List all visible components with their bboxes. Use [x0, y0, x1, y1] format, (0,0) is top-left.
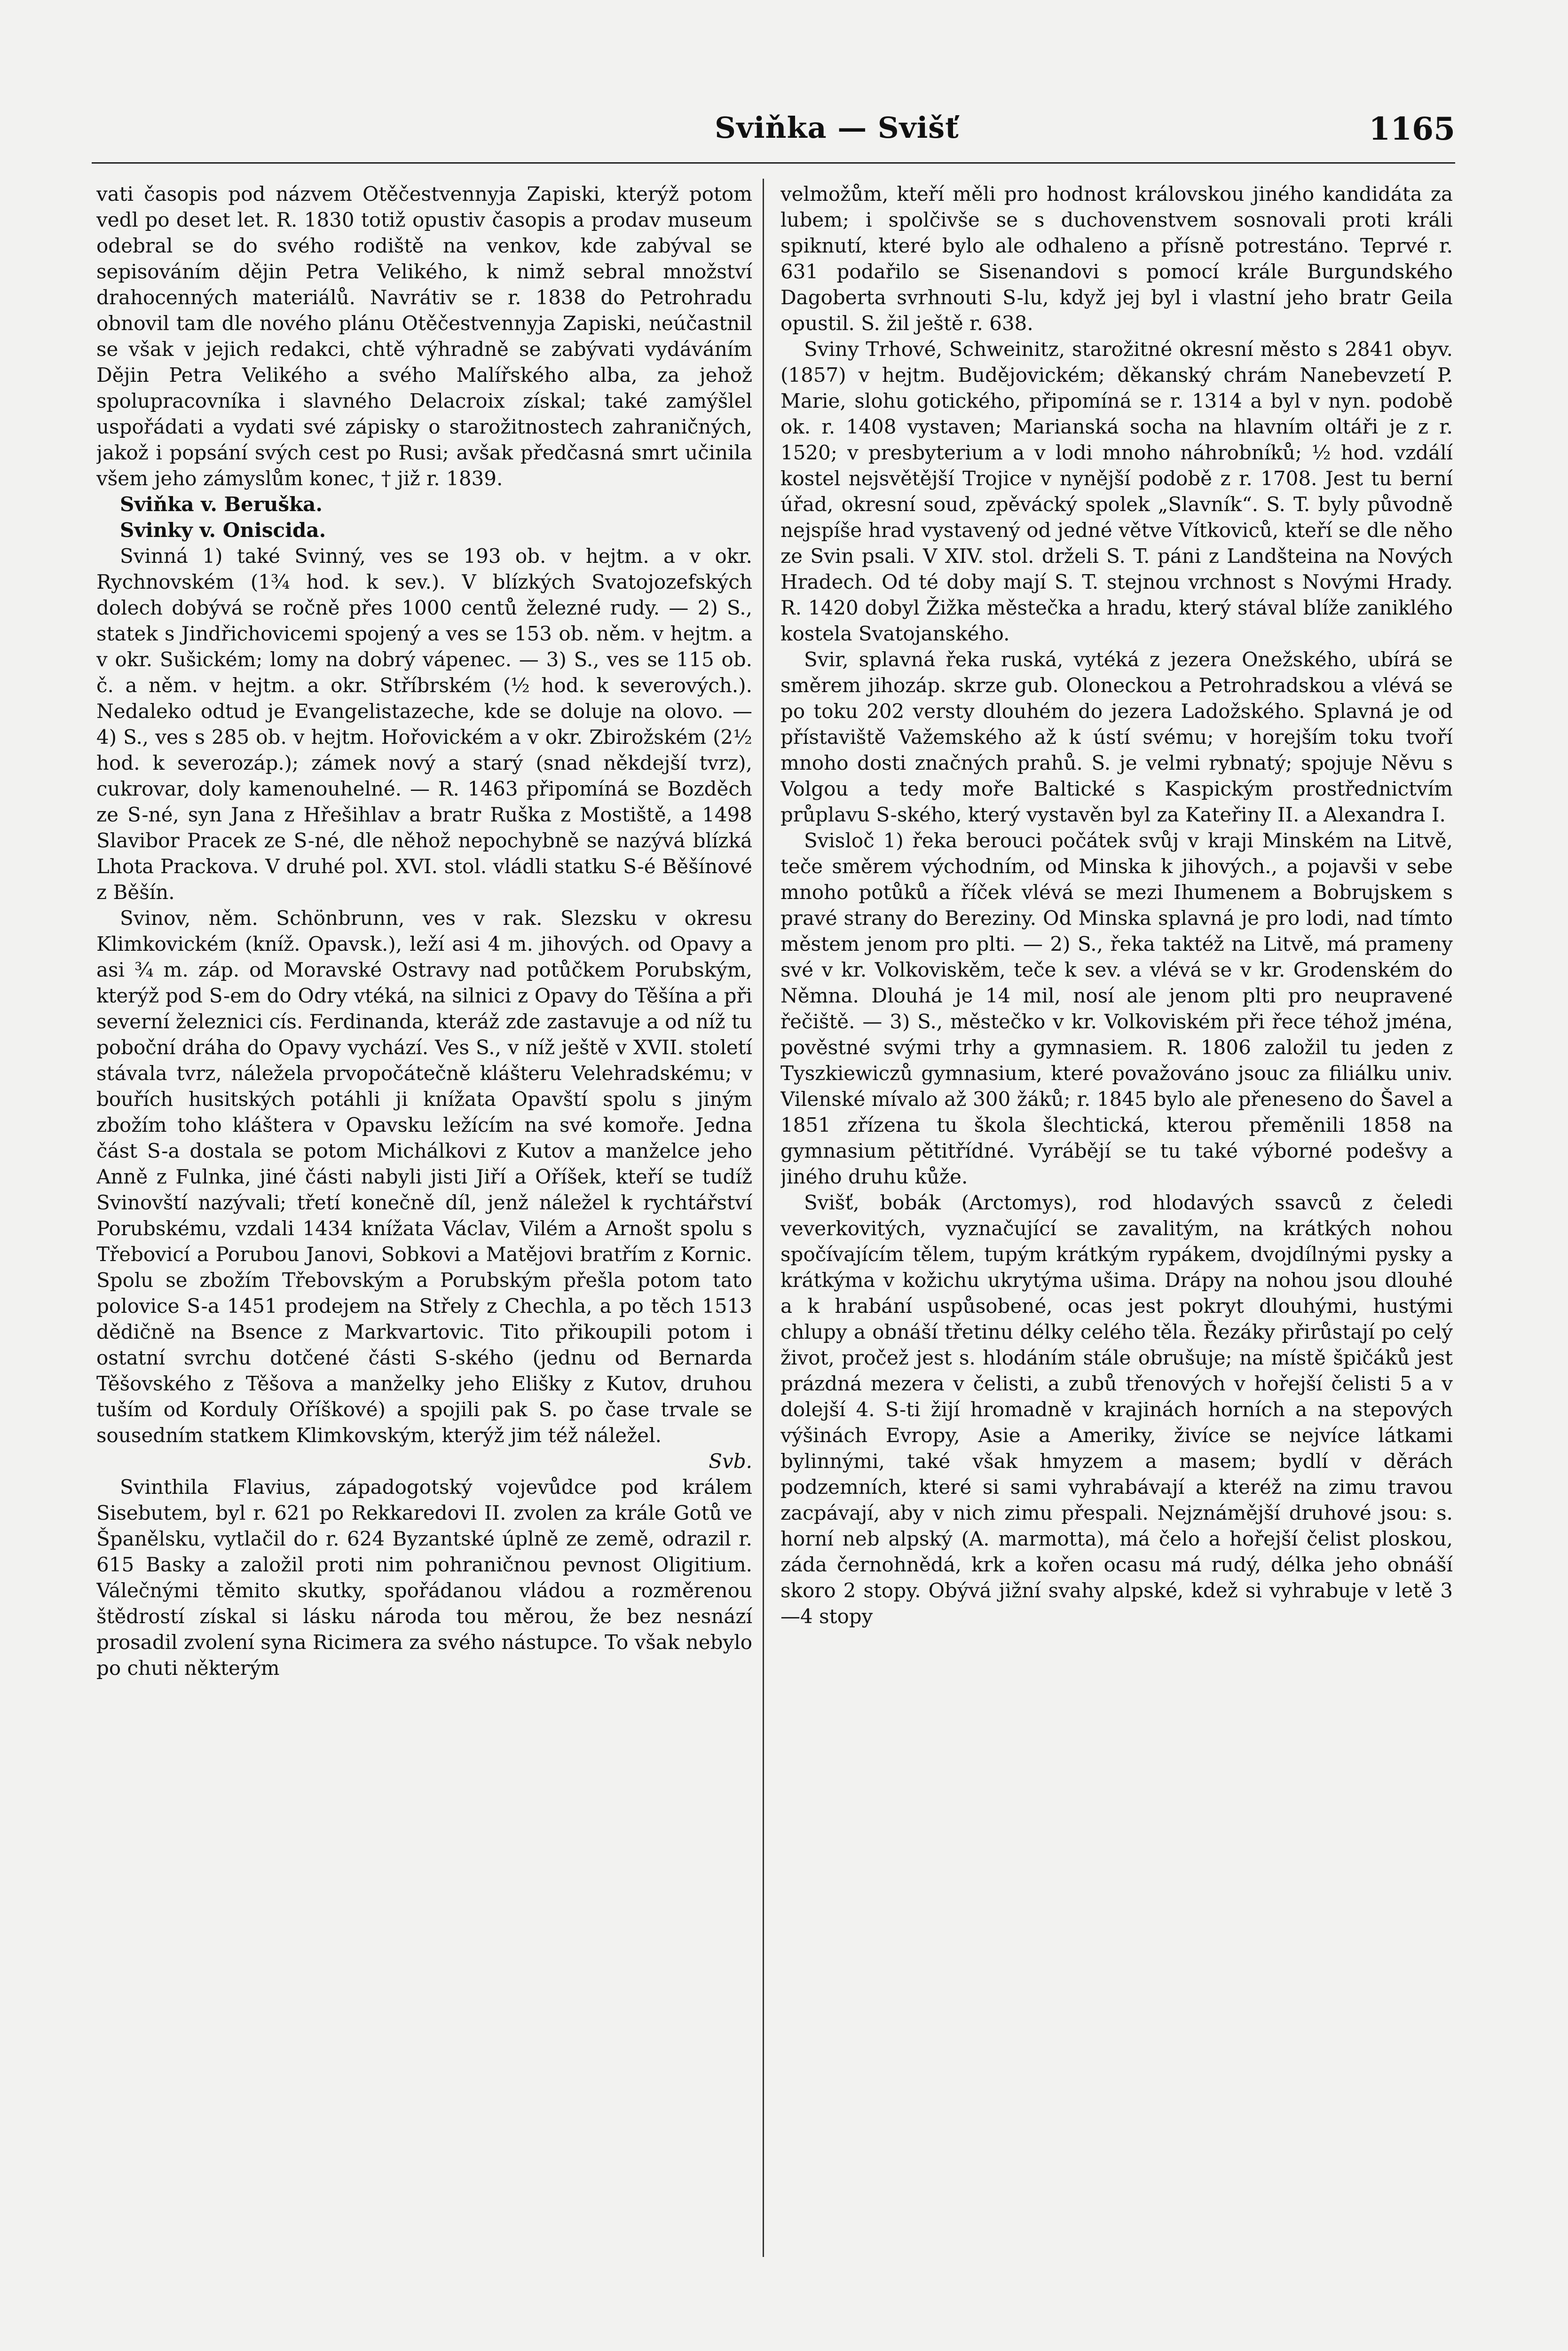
running-title: Sviňka — Svišť [715, 110, 959, 145]
page-number: 1165 [1369, 110, 1455, 147]
column-divider [763, 179, 764, 2257]
header-rule [92, 162, 1455, 164]
entry-svir: Svir, splavná řeka ruská, vytéká z jezera Onežského, ubírá se směrem jihozáp. skrze gub. Oloneckou a Petrohradskou a vlévá se po toku 202 versty dlouhém do jezera Ladožského. Splavná je od přístaviště Važemského až k ústí svému; v horejším toku tvoří mnoho dosti značných prahů. S. je velmi rybnatý; spojuje Něvu s Volgou a tedy moře Baltické s Kaspickým prostřednictvím průplavu S-ského, který vystavěn byl za Kateřiny II. a Alexandra I. [780, 648, 1453, 826]
entry-svinna: Svinná 1) také Svinný, ves se 193 ob. v hejtm. a v okr. Rychnovském (1¾ hod. k sev.). V blízkých Svatojozefských dolech dobývá se ročně přes 1000 centů železné rudy. — 2) S., statek s Jindřichovicemi spojený a ves se 153 ob. něm. v hejtm. a v okr. Sušickém; lomy na dobrý vápenec. — 3) S., ves se 115 ob. č. a něm. v hejtm. a okr. Stříbrském (½ hod. k severových.). Nedaleko odtud je Evangelistazeche, kde se doluje na olovo. — 4) S., ves s 285 ob. v hejtm. Hořovickém a v okr. Zbirožském (2½ hod. k severozáp.); zámek nový a starý (snad někdejší tvrz), cukrovar, doly kamenouhelné. — R. 1463 připomíná se Bozděch ze S-né, syn Jana z Hřešihlav a bratr Ruška z Mostiště, a 1498 Slavibor Pracek ze S-né, dle něhož nepochybně se nazývá blízká Lhota Prackova. V druhé pol. XVI. stol. vládli statku S-é Běšínové z Běšín. [96, 544, 752, 904]
entry-sviny-trhove: Sviny Trhové, Schweinitz, starožitné okresní město s 2841 obyv. (1857) v hejtm. Budějovickém; děkanský chrám Nanebevzetí P. Marie, slohu gotického, připomíná se r. 1314 a byl v nyn. podobě ok. r. 1408 vystaven; Marianská socha na hlavním oltáři je z r. 1520; v presbyterium a v lodi mnoho náhrobníků; ½ hod. vzdálí kostel nejsvětější Trojice v nynější podobě z r. 1708. Jest tu berní úřad, okresní soud, zpěvácký spolek „Slavník“. S. T. byly původně nejspíše hrad vystavený od jedné větve Vítkoviců, kteří se dle něho ze Svin psali. V XIV. stol. drželi S. T. páni z Landšteina na Nových Hradech. Od té doby mají S. T. stejnou vrchnost s Novými Hrady. R. 1420 dobyl Žižka městečka a hradu, který stával blíže zaniklého kostela Svatojanského. [780, 338, 1453, 645]
entry-svinthila: Svinthila Flavius, západogotský vojevůdce pod králem Sisebutem, byl r. 621 po Rekkaredovi II. zvolen za krále Gotů ve Španělsku, vytlačil do r. 624 Byzantské úplně ze země, odrazil r. 615 Basky a založil proti nim pohraničnou pevnost Oligitium. Válečnými těmito skutky, spořádanou vládou a rozměrenou štědrostí získal si lásku národa tou měrou, že bez nesnází prosadil zvolení syna Ricimera za svého nástupce. To však nebylo po chuti některým [96, 1475, 752, 1680]
entry-svisloc: Svisloč 1) řeka berouci počátek svůj v kraji Minském na Litvě, teče směrem východním, od Minska k jihových., a pojavši v sebe mnoho potůků a říček vlévá se mezi Ihumenem a Bobrujskem s pravé strany do Bereziny. Od Minska splavná je pro lodi, nad tímto městem jenom pro plti. — 2) S., řeka taktéž na Litvě, má prameny své v kr. Volkoviskěm, teče k sev. a vlévá se v kr. Grodenském do Němna. Dlouhá je 14 mil, nosí ale jenom plti pro neupravené řečiště. — 3) S., městečko v kr. Volkoviském při řece téhož jména, pověstné svými trhy a gymnasiem. R. 1806 založil tu jeden z Tyszkiewiczů gymnasium, které považováno jsouc za filiálku univ. Vilenské mívalo až 300 žáků; r. 1845 bylo ale přeneseno do Šavel a 1851 zřízena tu škola šlechtická, kterou přeměnili 1858 na gymnasium pětitřídné. Vyrábějí se tu také výborné podešvy a jiného druhu kůže. [780, 829, 1453, 1188]
entry-svinka: Sviňka v. Beruška. [120, 493, 323, 516]
right-column [780, 181, 1453, 2255]
paragraph: vati časopis pod názvem Otěčestvennyja Zapiski, kterýž potom vedl po deset let. R. 1830 totiž opustiv časopis a prodav museum odebral se do svého rodiště na venkov, kde zabýval se sepisováním dějin Petra Velikého, k nimž sebral množství drahocenných materiálů. Navrátiv se r. 1838 do Petrohradu obnovil tam dle nového plánu Otěčestvennyja Zapiski, neúčastnil se však v jejich redakci, chtě výhradně se zabývati vydáváním Dějin Petra Velikého a svého Malířského alba, za jehož spolupracovníka i slavného Delacroix získal; také zamýšlel uspořádati a vydati své zápisky o starožitnostech zahraničných, jakož i popsání svých cest po Rusi; avšak předčasná smrt učinila všem jeho zámyslům konec, † již r. 1839. [96, 182, 752, 490]
left-column [96, 181, 752, 2255]
paragraph: velmožům, kteří měli pro hodnost královskou jiného kandidáta za lubem; i spolčivše se s duchovenstvem sosnovali proti králi spiknutí, které bylo ale odhaleno a přísně potrestáno. Teprvé r. 631 podařilo se Sisenandovi s pomocí krále Burgundského Dagoberta svrhnouti S-lu, když jej byl i vlastní jeho bratr Geila opustil. S. žil ještě r. 638. [780, 182, 1453, 335]
entry-svinky: Svinky v. Oniscida. [120, 519, 326, 542]
entry-svist: Svišť, bobák (Arctomys), rod hlodavých ssavců z čeledi veverkovitých, vyznačující se zavalitým, na krátkých nohou spočívajícím tělem, tupým krátkým rypákem, dvojdílnými pysky a krátkýma v kožichu ukrytýma ušima. Drápy na nohou jsou dlouhé a k hrabání uspůsobené, ocas jest pokryt dlouhými, hustými chlupy a obnáší třetinu délky celého těla. Řezáky přirůstají po celý život, pročež jest s. hlodáním stále obrušuje; na místě špičáků jest prázdná mezera v čelisti, a zubů třenových v hořejší čelisti 5 a v dolejší 4. S-ti žijí hromadně v krajinách horních a na stepových výšinách Evropy, Asie a Ameriky, živíce se nejvíce látkami bylinnými, také však hmyzem a masem; bydlí v děrách podzemních, které si sami vyhrabávají a kteréž na zimu travou zacpávají, aby v nich zimu přespali. Nejznámější druhové jsou: s. horní neb alpský (A. marmotta), má čelo a hořejší čelist ploskou, záda černohnědá, krk a kořen ocasu má rudý, délka jeho obnáší skoro 2 stopy. Obývá jižní svahy alpské, kdež si vyhrabuje v letě 3—4 stopy [780, 1191, 1453, 1628]
author-signature: Svb. [709, 1450, 752, 1473]
page-header [0, 110, 1568, 158]
entry-svinov: Svinov, něm. Schönbrunn, ves v rak. Slezsku v okresu Klimkovickém (kníž. Opavsk.), leží asi 4 m. jihových. od Opavy a asi ¾ m. záp. od Moravské Ostravy nad potůčkem Porubským, kterýž pod S-em do Odry vtéká, na silnici z Opavy do Těšína a při severní železnici cís. Ferdinanda, kteráž zde zastavuje a od níž tu poboční dráha do Opavy vychází. Ves S., v níž ještě v XVII. století stávala tvrz, náležela prvopočátečně klášteru Velehradskému; v bouřích husitských potáhli ji knížata Opavští spolu s jiným zbožím toho kláštera v Opavsku ležícím na své komoře. Jedna část S-a dostala se potom Michálkovi z Kutov a manželce jeho Anně z Fulnka, jiné části nabyli jisti Jiří a Oříšek, kteří se tudíž Svinovští nazývali; třetí konečně díl, jenž náležel k rychtářství Porubskému, vzdali 1434 knížata Václav, Vilém a Arnošt spolu s Třebovicí a Porubou Janovi, Sobkovi a Matějovi bratřím z Kornic. Spolu se zbožím Třebovským a Porubským přešla potom tato polovice S-a 1451 prodejem na Střely z Chechla, a po těch 1513 dědičně na Bsence z Markvartovic. Tito přikoupili potom i ostatní svrchu dotčené části S-ského (jednu od Bernarda Těšovského z Těšova a manželky jeho Elišky z Kutov, druhou tuším od Korduly Oříškové) a spojili pak S. po čase trvale se sousedním statkem Klimkovským, kterýž jim též náležel. [96, 907, 752, 1447]
